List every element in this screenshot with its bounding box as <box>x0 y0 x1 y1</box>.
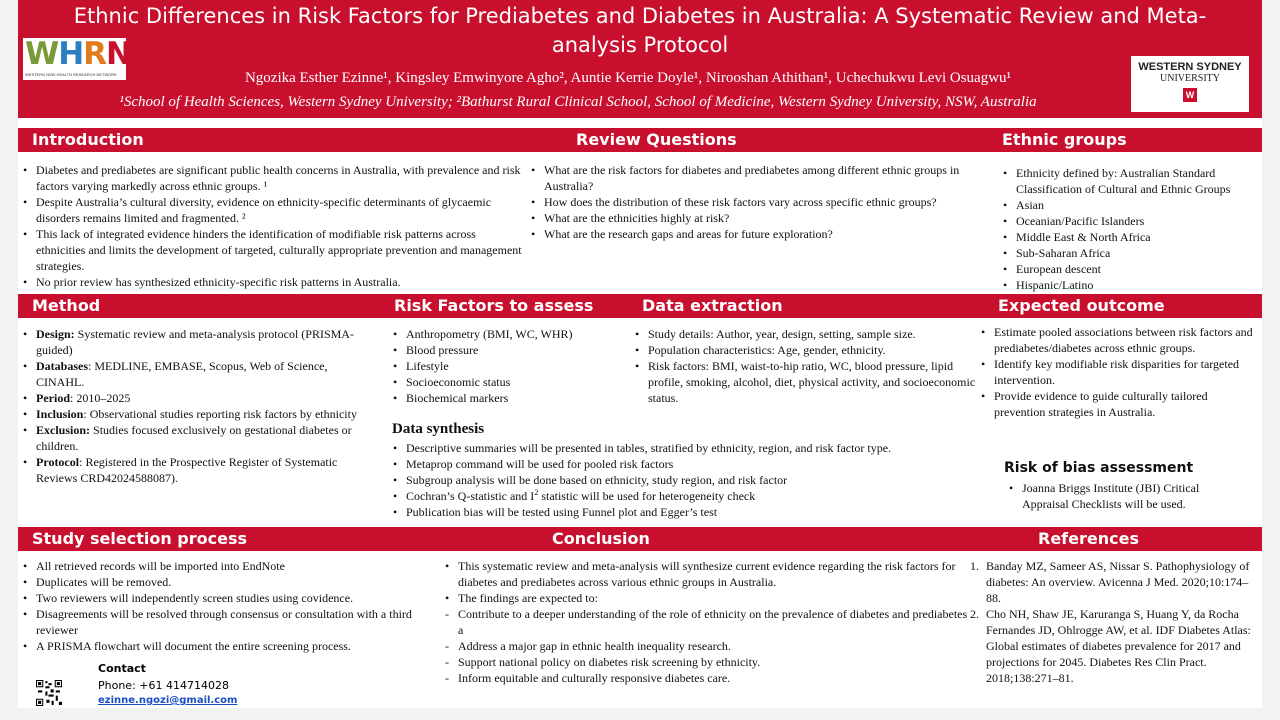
contact-heading: Contact <box>98 662 146 675</box>
risk-of-bias-item: • Joanna Briggs Institute (JBI) Critical Appraisal Checklists will be used. <box>1008 480 1248 512</box>
introduction-item: • Despite Australia’s cultural diversity, evidence on ethnicity-specific determinants of glycaemic disorders remains limited and fragmented. ² <box>22 194 522 226</box>
whrn-tagline: WESTERN NSW HEALTH RESEARCH NETWORK <box>25 72 117 77</box>
risk-factor-item: • Lifestyle <box>392 358 632 374</box>
wsu-logo <box>1131 56 1249 112</box>
data-extraction-heading: Data extraction <box>640 294 982 318</box>
data-extraction-item: • Risk factors: BMI, waist-to-hip ratio, WC, blood pressure, lipid profile, smoking, alcohol, diet, physical activity, and socioeconomic status. <box>634 358 979 406</box>
method-item <box>22 406 367 422</box>
method-item <box>22 326 367 358</box>
introduction-item: • Diabetes and prediabetes are significant public health concerns in Australia, with prevalence and risk factors varying markedly across ethnic groups. ¹ <box>22 162 522 194</box>
introduction-item: • No prior review has synthesized ethnicity-specific risk patterns in Australia. <box>22 274 522 290</box>
conclusion-expected-item: - Inform equitable and culturally responsive diabetes care. <box>444 670 974 686</box>
whrn-letter-r: R <box>83 36 107 72</box>
ethnic-group-item: • Middle East & North Africa <box>1002 229 1262 245</box>
introduction-body <box>22 162 522 290</box>
introduction-item: • This lack of integrated evidence hinders the identification of modifiable risk patterns across ethnicities and limits the development of targeted, culturally appropriate prevention and management strategies. <box>22 226 522 274</box>
study-selection-item: • Two reviewers will independently screen studies using covidence. <box>22 590 426 606</box>
conclusion-expected-item: - Support national policy on diabetes risk screening by ethnicity. <box>444 654 974 670</box>
method-label-inclusion: Inclusion <box>36 407 84 421</box>
risk-factor-item: • Biochemical markers <box>392 390 632 406</box>
risk-factor-item: • Anthropometry (BMI, WC, WHR) <box>392 326 632 342</box>
data-synthesis-item: • Descriptive summaries will be presented in tables, stratified by ethnicity, region, and risk factor type. <box>392 440 982 456</box>
method-item <box>22 358 367 390</box>
study-selection-item: • Duplicates will be removed. <box>22 574 426 590</box>
study-selection-item: • Disagreements will be resolved through consensus or consultation with a third reviewer <box>22 606 426 638</box>
wsu-logo-line2: UNIVERSITY <box>1160 73 1220 84</box>
author-list: Ngozika Esther Ezinne¹, Kingsley Emwinyore Agho², Auntie Kerrie Doyle¹, Nirooshan Athithan¹, Uchechukwu Levi Osuagwu¹ <box>244 70 1012 86</box>
method-label-databases: Databases <box>36 359 89 373</box>
data-synthesis-heading: Data synthesis <box>392 421 485 437</box>
conclusion-body <box>444 558 974 686</box>
expected-outcome-item: • Estimate pooled associations between risk factors and prediabetes/diabetes across ethnic groups. <box>980 324 1254 356</box>
poster-title: Ethnic Differences in Risk Factors for Prediabetes and Diabetes in Australia: A Systematic Review and Meta-analysis Protocol <box>73 4 1207 57</box>
review-questions-heading: Review Questions <box>576 128 986 152</box>
poster <box>18 0 1262 708</box>
risk-of-bias-heading: Risk of bias assessment <box>1004 460 1194 476</box>
data-synthesis-item: • Publication bias will be tested using Funnel plot and Egger’s test <box>392 504 982 520</box>
study-selection-body <box>22 558 426 654</box>
ethnic-group-item: • Oceanian/Pacific Islanders <box>1002 213 1262 229</box>
qr-code-icon[interactable] <box>36 680 62 706</box>
ethnic-group-item: • European descent <box>1002 261 1262 277</box>
method-text-design: Systematic review and meta-analysis protocol (PRISMA-guided) <box>36 327 354 357</box>
data-extraction-item: • Population characteristics: Age, gender, ethnicity. <box>634 342 979 358</box>
method-label-design: Design: <box>36 327 75 341</box>
wsu-logo-line1: WESTERN SYDNEY <box>1138 61 1242 73</box>
introduction-heading: Introduction <box>18 128 576 152</box>
risk-factor-item: • Socioeconomic status <box>392 374 632 390</box>
method-body <box>22 326 367 486</box>
review-question-item: • What are the research gaps and areas for future exploration? <box>530 226 970 242</box>
risk-of-bias-body <box>1008 480 1248 512</box>
method-item <box>22 454 367 486</box>
method-text-inclusion: : Observational studies reporting risk factors by ethnicity <box>83 407 357 421</box>
method-text-databases: : MEDLINE, EMBASE, Scopus, Web of Science, CINAHL. <box>36 359 328 389</box>
ethnic-groups-heading: Ethnic groups <box>986 128 1262 152</box>
affiliations: ¹School of Health Sciences, Western Sydney University; ²Bathurst Rural Clinical School, School of Medicine, Western Sydney University, NSW, Australia <box>119 94 1037 110</box>
review-questions-body <box>530 162 970 242</box>
study-selection-heading: Study selection process <box>18 527 432 551</box>
reference-number: 1. <box>970 559 979 573</box>
reference-text: Cho NH, Shaw JE, Karuranga S, Huang Y, da Rocha Fernandes JD, Ohlrogge AW, et al. IDF Diabetes Atlas: Global estimates of diabetes prevalence for 2017 and projections for 2045. Diabetes Res Clin Pract. 2018;138:271–81. <box>986 607 1251 685</box>
conclusion-heading: Conclusion <box>432 527 978 551</box>
ethnic-group-item: • Asian <box>1002 197 1262 213</box>
contact-email-link[interactable]: ezinne.ngozi@gmail.com <box>98 695 238 706</box>
references-body <box>970 558 1252 686</box>
reference-text: Banday MZ, Sameer AS, Nissar S. Pathophysiology of diabetes: An overview. Avicenna J Med. 2020;10:174–88. <box>986 559 1250 605</box>
method-text-period: : 2010–2025 <box>70 391 131 405</box>
whrn-letter-w: W <box>25 36 59 72</box>
data-extraction-body <box>634 326 979 406</box>
ethnic-group-item: • Hispanic/Latino <box>1002 277 1262 293</box>
expected-outcome-heading: Expected outcome <box>982 294 1262 318</box>
ethnic-group-item: • Sub-Saharan Africa <box>1002 245 1262 261</box>
reference-item <box>970 558 1252 606</box>
expected-outcome-body <box>980 324 1254 420</box>
data-synthesis-body <box>392 440 982 520</box>
review-question-item: • What are the ethnicities highly at risk? <box>530 210 970 226</box>
risk-factor-item: • Blood pressure <box>392 342 632 358</box>
method-label-period: Period <box>36 391 70 405</box>
whrn-letter-n: N <box>106 36 131 72</box>
method-heading: Method <box>18 294 388 318</box>
conclusion-item: • This systematic review and meta-analysis will synthesize current evidence regarding the risk factors for diabetes and prediabetes across various ethnic groups in Australia. <box>444 558 974 590</box>
conclusion-expected-item: - Contribute to a deeper understanding of the role of ethnicity on the prevalence of diabetes and prediabetes a <box>444 606 974 638</box>
method-label-exclusion: Exclusion: <box>36 423 91 437</box>
data-extraction-item: • Study details: Author, year, design, setting, sample size. <box>634 326 979 342</box>
ethnic-groups-body <box>1002 165 1262 293</box>
method-label-protocol: Protocol <box>36 455 80 469</box>
reference-number: 2. <box>970 607 979 621</box>
data-synthesis-item: • Cochran’s Q-statistic and $I^2$ statistic will be used for heterogeneity check <box>392 488 982 504</box>
whrn-letter-h: H <box>58 36 84 72</box>
method-text-exclusion: Studies focused exclusively on gestational diabetes or children. <box>36 423 352 453</box>
reference-item <box>970 606 1252 686</box>
review-question-item: • What are the risk factors for diabetes and prediabetes among different ethnic groups in Australia? <box>530 162 970 194</box>
method-item <box>22 422 367 454</box>
contact-phone: Phone: +61 414714028 <box>98 679 229 692</box>
method-item <box>22 390 367 406</box>
study-selection-item: • All retrieved records will be imported into EndNote <box>22 558 426 574</box>
data-synthesis-item: • Metaprop command will be used for pooled risk factors <box>392 456 982 472</box>
wsu-crest-icon: W <box>1183 88 1197 102</box>
conclusion-item: • The findings are expected to: <box>444 590 974 606</box>
expected-outcome-item: • Provide evidence to guide culturally tailored prevention strategies in Australia. <box>980 388 1254 420</box>
data-synthesis-item: • Subgroup analysis will be done based on ethnicity, study region, and risk factor <box>392 472 982 488</box>
expected-outcome-item: • Identify key modifiable risk disparities for targeted intervention. <box>980 356 1254 388</box>
risk-factors-heading: Risk Factors to assess <box>388 294 640 318</box>
review-question-item: • How does the distribution of these risk factors vary across specific ethnic groups? <box>530 194 970 210</box>
study-selection-item: • A PRISMA flowchart will document the entire screening process. <box>22 638 426 654</box>
references-heading: References <box>978 527 1262 551</box>
whrn-logo <box>23 36 131 80</box>
risk-factors-body <box>392 326 632 406</box>
ethnic-group-item: • Ethnicity defined by: Australian Standard Classification of Cultural and Ethnic Groups <box>1002 165 1262 197</box>
method-text-protocol: : Registered in the Prospective Register of Systematic Reviews CRD42024588087). <box>36 455 338 485</box>
conclusion-expected-item: - Address a major gap in ethnic health inequality research. <box>444 638 974 654</box>
